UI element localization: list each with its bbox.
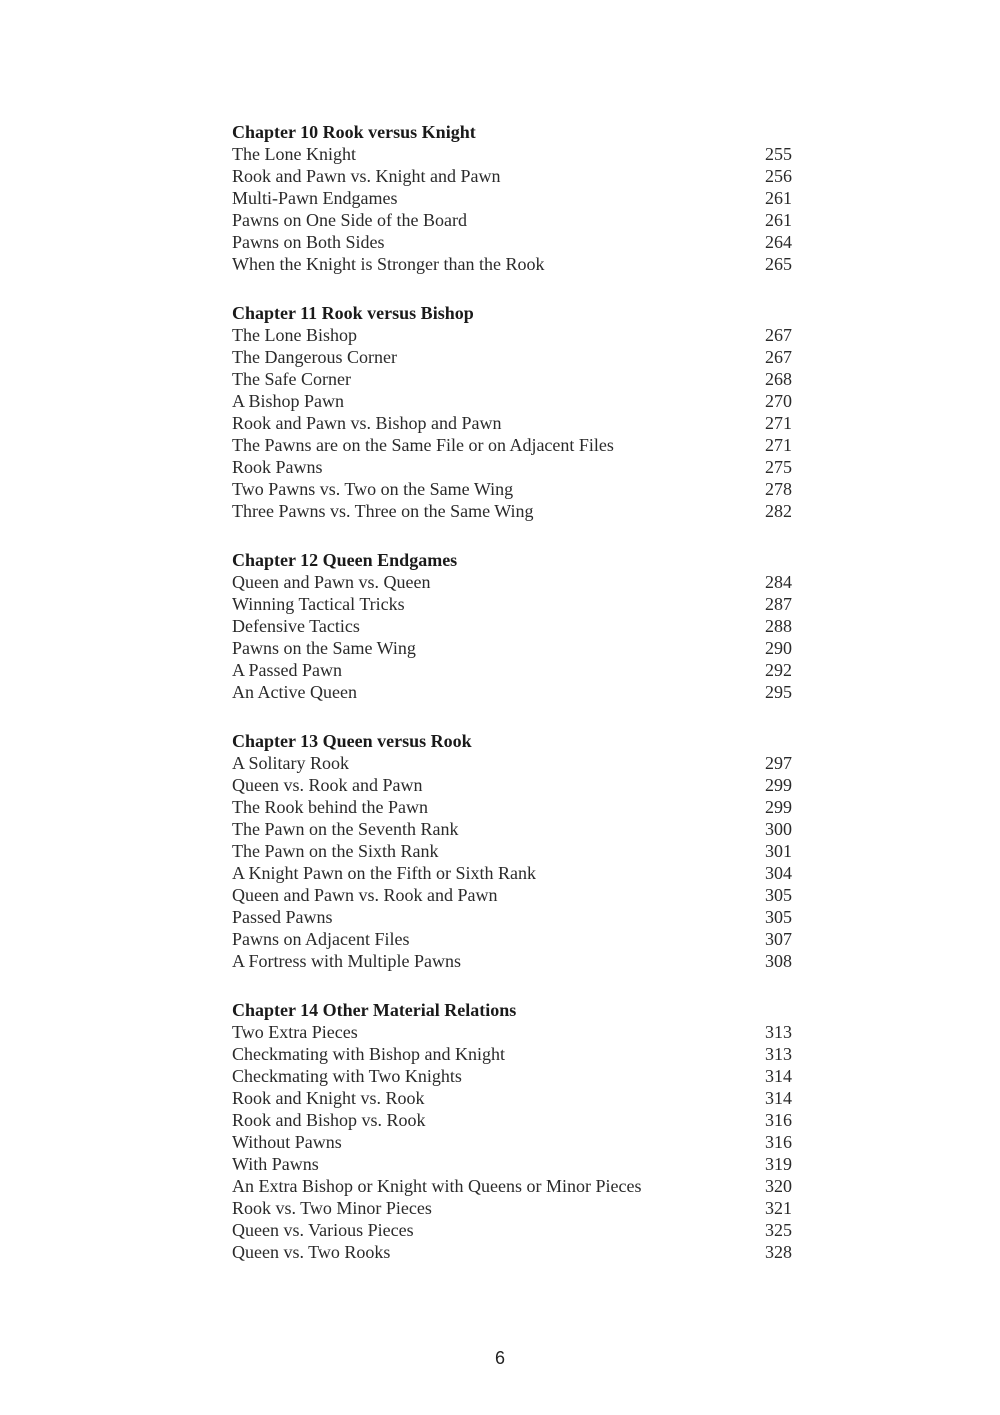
chapter-heading: Chapter 10 Rook versus Knight: [232, 122, 476, 142]
toc-entry-page: 264: [765, 232, 792, 252]
toc-entry: [232, 1131, 792, 1153]
toc-entry-title: Rook and Pawn vs. Knight and Pawn: [232, 166, 501, 186]
toc-entry-title: The Pawns are on the Same File or on Adjacent Files: [232, 435, 614, 455]
toc-entry-page: 305: [765, 885, 792, 905]
toc-entry: [232, 659, 792, 681]
toc-entry: [232, 231, 792, 253]
toc-entry: [232, 796, 792, 818]
toc-entry-page: 270: [765, 391, 792, 411]
toc-entry: [232, 1241, 792, 1263]
toc-entry-page: 282: [765, 501, 792, 521]
toc-entry-page: 319: [765, 1154, 792, 1174]
toc-entry-title: The Pawn on the Seventh Rank: [232, 819, 459, 839]
toc-entry: [232, 950, 792, 972]
toc-entry: [232, 500, 792, 522]
toc-entry-title: Passed Pawns: [232, 907, 333, 927]
toc-entry: [232, 615, 792, 637]
toc-entry-page: 261: [765, 210, 792, 230]
toc-entry-title: The Pawn on the Sixth Rank: [232, 841, 439, 861]
toc-entry-title: Checkmating with Two Knights: [232, 1066, 462, 1086]
toc-entry: [232, 253, 792, 275]
toc-entry-page: 267: [765, 325, 792, 345]
toc-entry-title: When the Knight is Stronger than the Rook: [232, 254, 545, 274]
chapter-section: [232, 121, 792, 275]
toc-entry: [232, 593, 792, 615]
toc-entry-title: Two Pawns vs. Two on the Same Wing: [232, 479, 514, 499]
toc-entry-title: Pawns on Both Sides: [232, 232, 385, 252]
chapter-section: [232, 302, 792, 522]
toc-entry-title: Queen vs. Rook and Pawn: [232, 775, 423, 795]
toc-entry-page: 300: [765, 819, 792, 839]
toc-entry: [232, 571, 792, 593]
toc-entry: [232, 209, 792, 231]
toc-entry: [232, 1021, 792, 1043]
chapter-section: [232, 730, 792, 972]
toc-entry-page: 299: [765, 775, 792, 795]
toc-entry-title: The Dangerous Corner: [232, 347, 397, 367]
toc-entry-page: 268: [765, 369, 792, 389]
toc-entry: [232, 1043, 792, 1065]
toc-entry-page: 295: [765, 682, 792, 702]
toc-entry-title: Defensive Tactics: [232, 616, 360, 636]
toc-entry: [232, 840, 792, 862]
toc-entry: [232, 774, 792, 796]
chapter-section: [232, 549, 792, 703]
toc-entry-page: 256: [765, 166, 792, 186]
toc-entry-page: 288: [765, 616, 792, 636]
toc-entry-title: The Lone Bishop: [232, 325, 357, 345]
chapter-heading: Chapter 14 Other Material Relations: [232, 1000, 517, 1020]
toc-entry: [232, 1065, 792, 1087]
toc-entry-page: 328: [765, 1242, 792, 1262]
toc-entry-title: Queen and Pawn vs. Queen: [232, 572, 431, 592]
chapter-heading: Chapter 13 Queen versus Rook: [232, 731, 472, 751]
toc-entry: [232, 818, 792, 840]
toc-entry-title: Pawns on One Side of the Board: [232, 210, 467, 230]
chapter-section: [232, 999, 792, 1263]
toc-entry-title: An Extra Bishop or Knight with Queens or Minor Pieces: [232, 1176, 642, 1196]
toc-entry: [232, 1175, 792, 1197]
toc-entry-page: 265: [765, 254, 792, 274]
toc-entry-page: 287: [765, 594, 792, 614]
toc-entry-page: 305: [765, 907, 792, 927]
toc-entry-page: 314: [765, 1066, 792, 1086]
toc-entry: [232, 324, 792, 346]
toc-entry-page: 308: [765, 951, 792, 971]
toc-entry: [232, 884, 792, 906]
toc-entry: [232, 681, 792, 703]
toc-entry-title: Rook and Knight vs. Rook: [232, 1088, 425, 1108]
toc-entry: [232, 390, 792, 412]
toc-entry-title: A Solitary Rook: [232, 753, 350, 773]
toc-entry-page: 267: [765, 347, 792, 367]
toc-entry: [232, 1219, 792, 1241]
toc-entry: [232, 906, 792, 928]
toc-entry-page: 320: [765, 1176, 792, 1196]
toc-entry-page: 313: [765, 1044, 792, 1064]
toc-entry-title: Queen and Pawn vs. Rook and Pawn: [232, 885, 498, 905]
toc-entry-page: 299: [765, 797, 792, 817]
toc-entry: [232, 412, 792, 434]
toc-entry-title: A Knight Pawn on the Fifth or Sixth Rank: [232, 863, 537, 883]
toc-entry: [232, 165, 792, 187]
toc-entry: [232, 143, 792, 165]
toc-entry-title: Rook vs. Two Minor Pieces: [232, 1198, 432, 1218]
toc-entry-title: Three Pawns vs. Three on the Same Wing: [232, 501, 534, 521]
toc-entry: [232, 1153, 792, 1175]
toc-entry: [232, 1087, 792, 1109]
toc-entry: [232, 928, 792, 950]
toc-entry-title: The Safe Corner: [232, 369, 351, 389]
toc-entry-title: Two Extra Pieces: [232, 1022, 358, 1042]
toc-entry-page: 321: [765, 1198, 792, 1218]
toc-entry-title: Rook Pawns: [232, 457, 323, 477]
toc-entry-title: A Bishop Pawn: [232, 391, 345, 411]
toc-entry-title: Checkmating with Bishop and Knight: [232, 1044, 505, 1064]
toc-entry: [232, 368, 792, 390]
toc-entry-page: 271: [765, 413, 792, 433]
toc-entry-page: 316: [765, 1110, 792, 1130]
chapter-heading: Chapter 12 Queen Endgames: [232, 550, 458, 570]
toc-entry-title: A Fortress with Multiple Pawns: [232, 951, 462, 971]
toc-entry-title: Multi-Pawn Endgames: [232, 188, 398, 208]
page-number: 6: [494, 1348, 505, 1368]
toc-entry-title: Rook and Pawn vs. Bishop and Pawn: [232, 413, 502, 433]
toc-entry-title: Pawns on the Same Wing: [232, 638, 416, 658]
toc-entry-title: The Rook behind the Pawn: [232, 797, 428, 817]
toc-entry: [232, 187, 792, 209]
toc-entry-title: Queen vs. Two Rooks: [232, 1242, 391, 1262]
toc-entry: [232, 456, 792, 478]
toc-entry-page: 297: [765, 753, 792, 773]
toc-entry-title: Rook and Bishop vs. Rook: [232, 1110, 426, 1130]
toc-entry-page: 301: [765, 841, 792, 861]
toc-entry-page: 325: [765, 1220, 792, 1240]
toc-entry-page: 278: [765, 479, 792, 499]
toc-entry-title: The Lone Knight: [232, 144, 356, 164]
toc-entry-page: 316: [765, 1132, 792, 1152]
toc-entry-title: Without Pawns: [232, 1132, 342, 1152]
toc-entry: [232, 1109, 792, 1131]
toc-entry-page: 314: [765, 1088, 792, 1108]
toc-entry-title: Pawns on Adjacent Files: [232, 929, 410, 949]
toc-entry-page: 255: [765, 144, 792, 164]
toc-entry-page: 307: [765, 929, 792, 949]
toc-entry-page: 290: [765, 638, 792, 658]
toc-entry: [232, 862, 792, 884]
chapter-heading: Chapter 11 Rook versus Bishop: [232, 303, 474, 323]
toc-entry-page: 271: [765, 435, 792, 455]
table-of-contents: [232, 121, 792, 1290]
toc-entry-page: 261: [765, 188, 792, 208]
toc-entry-page: 304: [765, 863, 792, 883]
toc-entry: [232, 478, 792, 500]
toc-entry-title: With Pawns: [232, 1154, 319, 1174]
toc-entry-title: A Passed Pawn: [232, 660, 343, 680]
toc-entry-page: 313: [765, 1022, 792, 1042]
toc-entry-page: 275: [765, 457, 792, 477]
toc-entry: [232, 637, 792, 659]
toc-entry-title: An Active Queen: [232, 682, 357, 702]
toc-entry: [232, 346, 792, 368]
toc-entry-title: Winning Tactical Tricks: [232, 594, 405, 614]
toc-entry: [232, 434, 792, 456]
toc-entry: [232, 1197, 792, 1219]
toc-entry: [232, 752, 792, 774]
toc-entry-page: 292: [765, 660, 792, 680]
toc-entry-page: 284: [765, 572, 792, 592]
toc-entry-title: Queen vs. Various Pieces: [232, 1220, 414, 1240]
